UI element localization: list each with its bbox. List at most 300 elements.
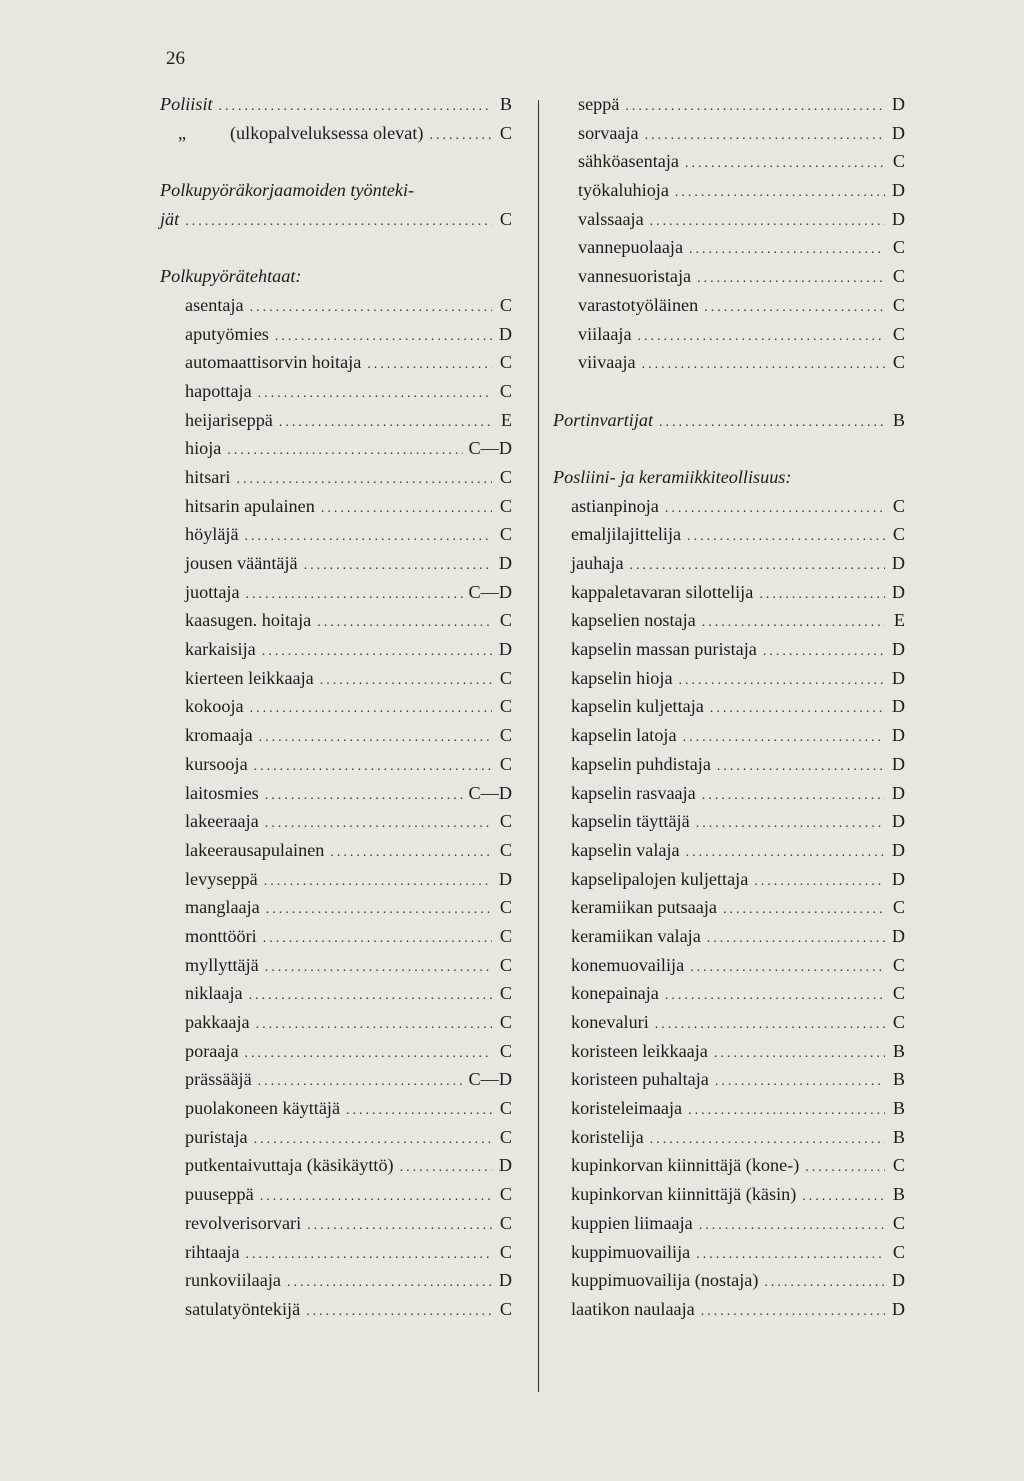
leader-dots — [763, 638, 885, 667]
entry-row — [553, 549, 905, 578]
entry-class: C — [499, 811, 512, 832]
entry-class: D — [891, 208, 905, 229]
entry-class: D — [891, 639, 905, 660]
leader-dots — [754, 868, 885, 897]
entry-row — [160, 119, 512, 148]
entry-class: B — [892, 1040, 905, 1061]
entry-label: lakeeraaja — [185, 811, 259, 832]
entry-row — [160, 463, 512, 492]
entry-class: C — [892, 1012, 905, 1032]
entry-label: laatikon naulaaja — [571, 1298, 695, 1319]
entry-row — [553, 320, 905, 349]
entry-class: B — [892, 1098, 905, 1119]
entry-class: D — [891, 782, 905, 803]
entry-row — [160, 1151, 512, 1180]
column-divider — [538, 100, 539, 1392]
leader-dots — [704, 294, 885, 323]
entry-label: valssaaja — [578, 208, 644, 229]
entry-label: kromaaja — [185, 725, 253, 746]
leader-dots — [686, 839, 885, 868]
entry-row — [553, 979, 905, 1008]
entry-label: poraaja — [185, 1040, 239, 1061]
left-column — [160, 90, 512, 1324]
entry-row — [160, 434, 512, 463]
entry-label: (ulkopalveluksessa olevat) — [230, 122, 424, 143]
entry-label: puolakoneen käyttäjä — [185, 1098, 341, 1119]
entry-class: C — [499, 1184, 512, 1205]
leader-dots — [258, 380, 492, 409]
entry-class: C — [499, 1012, 512, 1032]
entry-row — [553, 348, 905, 377]
leader-dots — [429, 122, 492, 151]
entry-label: kokooja — [185, 696, 244, 717]
leader-dots — [717, 753, 885, 782]
entry-class: B — [499, 94, 512, 114]
entry-class: D — [891, 696, 905, 717]
entry-label: hitsarin apulainen — [185, 495, 315, 516]
entry-row — [553, 750, 905, 779]
entry-class: C — [892, 983, 905, 1004]
entry-list — [553, 90, 905, 377]
entry-label: kapselin latoja — [571, 725, 677, 746]
entry-row — [553, 721, 905, 750]
leader-dots — [642, 351, 885, 380]
entry-class: C — [892, 897, 905, 918]
entry-row — [553, 1295, 905, 1324]
entry-class: C — [499, 696, 512, 717]
entry-class: C — [892, 524, 905, 545]
leader-dots — [696, 810, 885, 839]
entry-row — [553, 1180, 905, 1209]
leader-dots — [687, 523, 885, 552]
entry-class: C — [499, 983, 512, 1004]
entry-class: C — [892, 323, 905, 344]
entry-label: pakkaaja — [185, 1012, 250, 1032]
entry-row — [160, 635, 512, 664]
entry-class: D — [891, 122, 905, 143]
entry-class: C — [499, 466, 512, 487]
entry-label: konevaluri — [571, 1012, 649, 1032]
entry-label: kapselin täyttäjä — [571, 811, 690, 832]
entry-label: koristeleimaaja — [571, 1098, 683, 1119]
entry-row — [160, 865, 512, 894]
entry-class: C—D — [468, 782, 512, 803]
entry-label: levyseppä — [185, 868, 258, 889]
entry-row — [160, 549, 512, 578]
entry-label: kupinkorvan kiinnittäjä (kone-) — [571, 1155, 800, 1176]
entry-label: prässääjä — [185, 1069, 252, 1090]
leader-dots — [330, 839, 492, 868]
leader-dots — [675, 179, 885, 208]
entry-class: C — [499, 753, 512, 774]
entry-class: C — [499, 352, 512, 373]
leader-dots — [702, 609, 885, 638]
entry-class: B — [892, 1126, 905, 1147]
entry-label: kapselin rasvaaja — [571, 782, 696, 803]
entry-row — [160, 1238, 512, 1267]
entry-row — [160, 692, 512, 721]
entry-row — [160, 1094, 512, 1123]
entry-row — [160, 893, 512, 922]
entry-class: D — [891, 811, 905, 832]
entry-class: D — [891, 925, 905, 946]
leader-dots — [264, 868, 492, 897]
entry-label: karkaisija — [185, 639, 256, 660]
entry-class: C — [499, 294, 512, 315]
leader-dots — [690, 954, 885, 983]
entry-row — [553, 606, 905, 635]
entry-label: kursooja — [185, 753, 248, 774]
leader-dots — [246, 1241, 492, 1270]
entry-label: kuppimuovailija (nostaja) — [571, 1270, 759, 1291]
leader-dots — [265, 954, 492, 983]
entry-label: jät — [160, 208, 180, 229]
entry-class: C — [499, 380, 512, 401]
entry-label: viilaaja — [578, 323, 632, 344]
entry-row — [553, 578, 905, 607]
entry-row — [553, 1065, 905, 1094]
entry-label: niklaaja — [185, 983, 243, 1004]
entry-label: automaattisorvin hoitaja — [185, 352, 362, 373]
entry-label: kupinkorvan kiinnittäjä (käsin) — [571, 1184, 797, 1205]
leader-dots — [683, 724, 885, 753]
entry-row — [553, 406, 905, 435]
entry-class: D — [891, 581, 905, 602]
entry-row — [160, 291, 512, 320]
entry-row — [160, 205, 512, 234]
leader-dots — [723, 896, 885, 925]
entry-label: monttööri — [185, 925, 257, 946]
entry-row — [553, 865, 905, 894]
entry-row — [160, 520, 512, 549]
leader-dots — [250, 695, 492, 724]
entry-class: C — [499, 954, 512, 975]
leader-dots — [805, 1154, 885, 1183]
entry-row — [553, 492, 905, 521]
entry-label: kappaletavaran silottelija — [571, 581, 754, 602]
entry-class: B — [892, 1184, 905, 1205]
entry-row — [160, 606, 512, 635]
entry-row — [553, 262, 905, 291]
entry-class: C — [499, 495, 512, 516]
entry-class: C—D — [468, 438, 512, 459]
leader-dots — [650, 1126, 885, 1155]
entry-label: koristeen puhaltaja — [571, 1069, 709, 1090]
entry-class: C — [892, 1241, 905, 1262]
entry-class: C — [499, 925, 512, 946]
entry-label: kapselin hioja — [571, 667, 673, 688]
entry-label: kapselin puhdistaja — [571, 753, 711, 774]
leader-dots — [254, 1126, 492, 1155]
entry-label: manglaaja — [185, 897, 260, 918]
leader-dots — [710, 695, 885, 724]
leader-dots — [696, 1241, 885, 1270]
entry-row — [160, 90, 512, 119]
entry-row — [160, 1037, 512, 1066]
leader-dots — [679, 667, 885, 696]
leader-dots — [306, 1298, 492, 1327]
entry-label: kaasugen. hoitaja — [185, 610, 312, 631]
leader-dots — [185, 208, 492, 237]
leader-dots — [699, 1212, 885, 1241]
entry-row — [553, 1008, 905, 1037]
entry-class: C — [892, 352, 905, 373]
leader-dots — [287, 1269, 492, 1298]
leader-dots — [245, 1040, 492, 1069]
entry-list — [553, 492, 905, 1324]
section-heading: Polkupyöräkorjaamoiden työnteki- — [160, 180, 415, 201]
entry-class: D — [498, 323, 512, 344]
leader-dots — [650, 208, 885, 237]
entry-label: putkentaivuttaja (käsikäyttö) — [185, 1155, 394, 1176]
entry-class: D — [891, 753, 905, 774]
entry-class: D — [891, 1270, 905, 1291]
entry-class: C — [499, 897, 512, 918]
entry-class: D — [891, 667, 905, 688]
entry-class: D — [891, 1298, 905, 1319]
leader-dots — [665, 495, 885, 524]
entry-class: D — [498, 1155, 512, 1176]
entry-row — [160, 979, 512, 1008]
leader-dots — [256, 1011, 492, 1040]
leader-dots — [263, 925, 492, 954]
entry-class: B — [892, 1069, 905, 1090]
leader-dots — [317, 609, 492, 638]
entry-label: työkaluhioja — [578, 180, 669, 201]
entry-label: astianpinoja — [571, 495, 659, 516]
entry-label: laitosmies — [185, 782, 259, 803]
leader-dots — [707, 925, 885, 954]
leader-dots — [320, 667, 492, 696]
leader-dots — [702, 782, 885, 811]
entry-row — [553, 1123, 905, 1152]
entry-class: C — [892, 294, 905, 315]
entry-label: kuppien liimaaja — [571, 1212, 693, 1233]
leader-dots — [697, 265, 885, 294]
entry-class: C—D — [468, 1069, 512, 1090]
entry-row — [160, 1008, 512, 1037]
entry-row — [160, 348, 512, 377]
entry-label: puristaja — [185, 1126, 248, 1147]
entry-class: D — [891, 839, 905, 860]
leader-dots — [219, 93, 492, 122]
entry-class: C — [892, 266, 905, 287]
entry-label: kapselien nostaja — [571, 610, 696, 631]
leader-dots — [367, 351, 492, 380]
entry-class: C — [499, 1040, 512, 1061]
entry-row — [553, 635, 905, 664]
entry-label: revolverisorvari — [185, 1212, 302, 1233]
entry-label: heijariseppä — [185, 409, 273, 430]
entry-label: konepainaja — [571, 983, 659, 1004]
entry-label: lakeerausapulainen — [185, 839, 325, 860]
entry-row — [160, 807, 512, 836]
entry-row — [160, 1209, 512, 1238]
entry-class: D — [498, 868, 512, 889]
entry-class: C — [892, 1212, 905, 1233]
entry-class: C — [892, 495, 905, 516]
leader-dots — [236, 466, 492, 495]
entry-row — [553, 119, 905, 148]
entry-label: myllyttäjä — [185, 954, 259, 975]
leader-dots — [655, 1011, 885, 1040]
entry-label: vannesuoristaja — [578, 266, 692, 287]
leader-dots — [262, 638, 492, 667]
leader-dots — [688, 1097, 885, 1126]
leader-dots — [266, 896, 492, 925]
entry-label: vannepuolaaja — [578, 237, 684, 258]
entry-label: jauhaja — [571, 553, 624, 573]
entry-row — [553, 1266, 905, 1295]
entry-label: satulatyöntekijä — [185, 1298, 301, 1319]
entry-label: jousen vääntäjä — [185, 553, 298, 573]
entry-class: D — [891, 868, 905, 889]
entry-label: koristeen leikkaaja — [571, 1040, 708, 1061]
entry-row — [553, 90, 905, 119]
entry-label: puuseppä — [185, 1184, 254, 1205]
leader-dots — [659, 409, 885, 438]
leader-dots — [715, 1068, 885, 1097]
entry-label: Poliisit — [160, 94, 213, 114]
leader-dots — [245, 523, 492, 552]
entry-label: hapottaja — [185, 380, 252, 401]
leader-dots — [701, 1298, 885, 1327]
entry-label: kierteen leikkaaja — [185, 667, 314, 688]
leader-dots — [630, 552, 885, 581]
entry-class: C — [499, 1098, 512, 1119]
entry-label: hioja — [185, 438, 222, 459]
entry-class: C — [499, 610, 512, 631]
section-heading: Posliini- ja keramiikkiteollisuus: — [553, 466, 792, 487]
entry-row — [160, 779, 512, 808]
leader-dots — [802, 1183, 885, 1212]
entry-class: C—D — [468, 581, 512, 602]
entry-row — [160, 1295, 512, 1324]
leader-dots — [227, 437, 462, 466]
entry-class: C — [499, 725, 512, 746]
entry-class: C — [892, 1155, 905, 1176]
right-column — [553, 90, 905, 1324]
leader-dots — [638, 323, 885, 352]
entry-row — [160, 377, 512, 406]
entry-row — [160, 320, 512, 349]
leader-dots — [645, 122, 885, 151]
entry-class: C — [892, 954, 905, 975]
leader-dots — [764, 1269, 885, 1298]
entry-class: E — [500, 409, 512, 430]
entry-label: konemuovailija — [571, 954, 685, 975]
page-number: 26 — [166, 48, 185, 69]
entry-row — [553, 922, 905, 951]
entry-label: keramiikan putsaaja — [571, 897, 717, 918]
entry-row — [553, 233, 905, 262]
leader-dots — [665, 982, 885, 1011]
entry-class: C — [892, 151, 905, 172]
entry-row — [160, 1266, 512, 1295]
entry-row — [553, 692, 905, 721]
leader-dots — [685, 150, 885, 179]
entry-label: asentaja — [185, 294, 244, 315]
entry-label: kapselin massan puristaja — [571, 639, 757, 660]
entry-class: D — [498, 553, 512, 573]
entry-class: C — [499, 1212, 512, 1233]
entry-label: rihtaaja — [185, 1241, 240, 1262]
leader-dots — [304, 552, 492, 581]
entry-row — [160, 721, 512, 750]
entry-class: C — [892, 237, 905, 258]
entry-row — [553, 1238, 905, 1267]
entry-row — [553, 147, 905, 176]
entry-class: C — [499, 1241, 512, 1262]
entry-row — [553, 291, 905, 320]
leader-dots — [265, 810, 492, 839]
leader-dots — [249, 982, 492, 1011]
entry-class: C — [499, 1298, 512, 1319]
entry-class: D — [891, 553, 905, 573]
entry-label: kapselipalojen kuljettaja — [571, 868, 749, 889]
ditto-mark: „ — [178, 122, 187, 143]
entry-row — [553, 176, 905, 205]
entry-class: C — [499, 667, 512, 688]
leader-dots — [346, 1097, 492, 1126]
entry-label: sähköasentaja — [578, 151, 679, 172]
entry-class: B — [892, 409, 905, 430]
entry-row — [553, 893, 905, 922]
leader-dots — [246, 581, 463, 610]
entry-row — [553, 807, 905, 836]
leader-dots — [265, 782, 463, 811]
entry-class: D — [891, 94, 905, 114]
entry-label: kapselin kuljettaja — [571, 696, 704, 717]
entry-class: D — [498, 639, 512, 660]
leader-dots — [625, 93, 885, 122]
entry-label: kuppimuovailija — [571, 1241, 691, 1262]
entry-label: hitsari — [185, 466, 231, 487]
leader-dots — [279, 409, 492, 438]
entry-row — [553, 520, 905, 549]
leader-dots — [714, 1040, 885, 1069]
entry-label: Portinvartijat — [553, 409, 654, 430]
entry-row — [553, 836, 905, 865]
entry-label: seppä — [578, 94, 620, 114]
leader-dots — [254, 753, 492, 782]
leader-dots — [689, 236, 885, 265]
entry-row — [160, 664, 512, 693]
entry-label: aputyömies — [185, 323, 269, 344]
entry-row — [553, 779, 905, 808]
entry-class: C — [499, 524, 512, 545]
entry-class: D — [498, 1270, 512, 1291]
entry-row — [553, 664, 905, 693]
entry-row — [553, 205, 905, 234]
leader-dots — [307, 1212, 492, 1241]
entry-row — [160, 922, 512, 951]
entry-row — [160, 1123, 512, 1152]
leader-dots — [759, 581, 885, 610]
entry-row — [160, 578, 512, 607]
leader-dots — [321, 495, 492, 524]
entry-row — [160, 406, 512, 435]
leader-dots — [259, 724, 492, 753]
entry-row — [160, 951, 512, 980]
entry-label: varastotyöläinen — [578, 294, 699, 315]
leader-dots — [400, 1154, 492, 1183]
entry-class: C — [499, 1126, 512, 1147]
entry-list — [160, 291, 512, 1324]
entry-label: viivaaja — [578, 352, 636, 373]
leader-dots — [250, 294, 492, 323]
entry-class: C — [499, 122, 512, 143]
